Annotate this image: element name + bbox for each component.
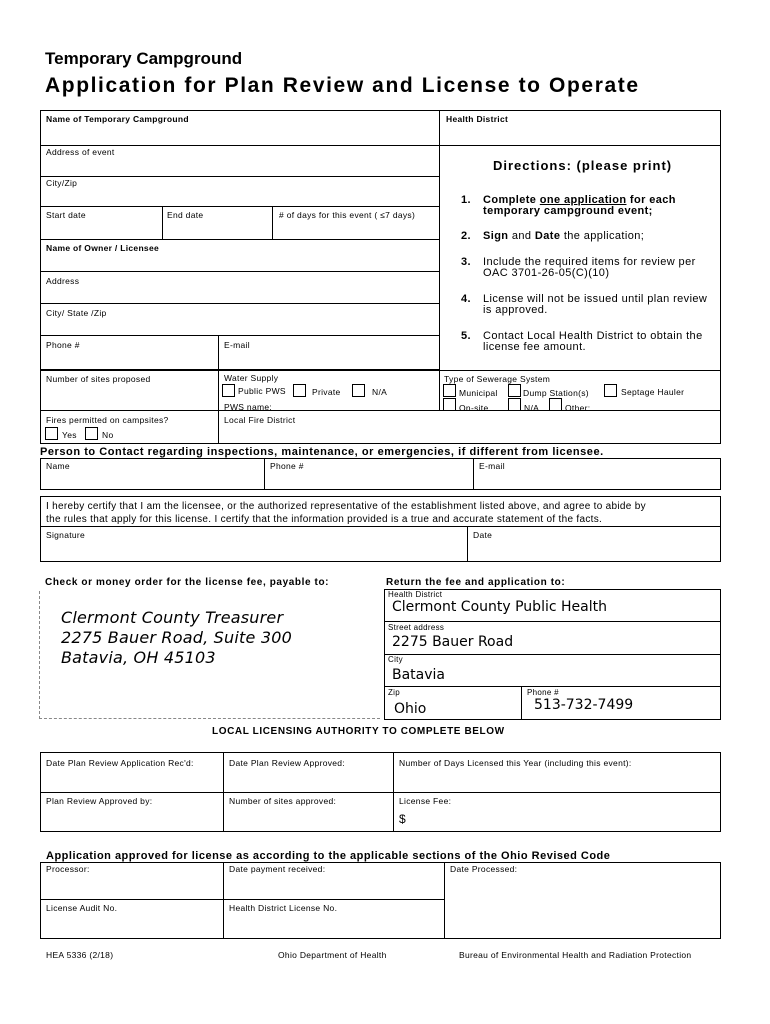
hd-license-label: Health District License No. xyxy=(229,903,338,913)
pws-name-label: PWS name: xyxy=(224,402,273,412)
municipal-checkbox[interactable] xyxy=(443,384,456,397)
num-sites-label: Number of sites proposed xyxy=(46,374,151,384)
num-days-label: # of days for this event ( ≤7 days) xyxy=(279,210,416,220)
payee-line-2: 2275 Bauer Road, Suite 300 xyxy=(61,628,292,647)
septage-hauler-label: Septage Hauler xyxy=(621,387,685,397)
phone-label: Phone # xyxy=(46,340,80,350)
sewerage-label: Type of Sewerage System xyxy=(444,374,551,384)
direction-1-pre: Complete xyxy=(483,194,540,206)
city-zip-field[interactable] xyxy=(40,176,440,207)
city-zip-label: City/Zip xyxy=(46,178,78,188)
public-pws-label: Public PWS xyxy=(238,386,286,396)
direction-2-rest: the application; xyxy=(560,230,645,242)
directions-heading: Directions: (please print) xyxy=(493,158,673,173)
processor-label: Processor: xyxy=(46,864,90,874)
direction-num-4: 4. xyxy=(461,293,471,305)
direction-text-5: Contact Local Health District to obtain the license fee amount. xyxy=(483,330,703,353)
fee-dollar: $ xyxy=(399,812,406,826)
footer-form-number: HEA 5336 (2/18) xyxy=(46,950,114,960)
direction-num-1: 1. xyxy=(461,194,471,206)
direction-1-post: for each temporary campground event; xyxy=(483,194,676,217)
private-label: Private xyxy=(312,387,341,397)
footer-bureau: Bureau of Environmental Health and Radiation Protection xyxy=(459,950,692,960)
fires-no-label: No xyxy=(102,430,114,440)
public-pws-checkbox[interactable] xyxy=(222,384,235,397)
sites-approved-label: Number of sites approved: xyxy=(229,796,337,806)
fire-district-label: Local Fire District xyxy=(224,415,296,425)
direction-num-2: 2. xyxy=(461,230,471,242)
return-street-value: 2275 Bauer Road xyxy=(392,634,514,650)
certify-text-2: the rules that apply for this license. I certify that the information provided is a true and accurate statement of the facts. xyxy=(46,514,603,525)
sewer-na-checkbox[interactable] xyxy=(508,398,521,411)
contact-name-label: Name xyxy=(46,461,70,471)
payment-heading: Check or money order for the license fee, payable to: xyxy=(45,577,330,588)
fires-yes-label: Yes xyxy=(62,430,77,440)
end-date-label: End date xyxy=(167,210,204,220)
septage-hauler-checkbox[interactable] xyxy=(604,384,617,397)
dump-station-label: Dump Station(s) xyxy=(523,388,589,398)
approval-heading: Application approved for license as according to the applicable sections of the Ohio Revised Code xyxy=(46,850,611,862)
local-heading: LOCAL LICENSING AUTHORITY TO COMPLETE BELOW xyxy=(212,726,505,737)
approval-table xyxy=(40,862,721,939)
private-checkbox[interactable] xyxy=(293,384,306,397)
owner-address-field[interactable] xyxy=(40,271,440,304)
return-city-value: Batavia xyxy=(392,667,446,683)
other-label: Other: xyxy=(565,403,591,413)
municipal-label: Municipal xyxy=(459,388,498,398)
return-heading: Return the fee and application to: xyxy=(386,577,566,588)
onsite-checkbox[interactable] xyxy=(443,398,456,411)
return-zip-label: Zip xyxy=(388,688,401,697)
payee-line-3: Batavia, OH 45103 xyxy=(61,648,216,667)
direction-1-underline: one application xyxy=(539,194,627,206)
days-licensed-label: Number of Days Licensed this Year (including this event): xyxy=(399,758,632,768)
return-hd-value: Clermont County Public Health xyxy=(392,599,607,615)
contact-heading: Person to Contact regarding inspections, maintenance, or emergencies, if different from licensee. xyxy=(40,446,604,458)
date-processed-label: Date Processed: xyxy=(450,864,518,874)
payee-line-1: Clermont County Treasurer xyxy=(61,608,284,627)
date-payment-label: Date payment received: xyxy=(229,864,326,874)
sewer-na-label: N/A xyxy=(524,403,540,413)
owner-address-label: Address xyxy=(46,276,80,286)
direction-2-sign: Sign xyxy=(483,230,509,242)
return-hd-label: Health District xyxy=(388,590,443,599)
return-zip-value: Ohio xyxy=(394,701,427,717)
cert-date-label: Date xyxy=(473,530,493,540)
return-street-label: Street address xyxy=(388,623,445,632)
license-fee-label: License Fee: xyxy=(399,796,452,806)
form-subtitle: Temporary Campground xyxy=(45,49,243,68)
email-field[interactable] xyxy=(218,335,440,370)
return-city-label: City xyxy=(388,655,403,664)
footer-department: Ohio Department of Health xyxy=(278,950,387,960)
address-event-label: Address of event xyxy=(46,147,115,157)
direction-2-and: and xyxy=(508,230,535,242)
return-phone-label: Phone # xyxy=(527,688,559,697)
direction-text-4: License will not be issued until plan review is approved. xyxy=(483,293,708,316)
direction-2-date: Date xyxy=(534,230,561,242)
certify-text-1: I hereby certify that I am the licensee, or the authorized representative of the establishment listed above, and agree to abide by xyxy=(46,501,646,512)
fires-no-checkbox[interactable] xyxy=(85,427,98,440)
start-date-label: Start date xyxy=(46,210,86,220)
contact-row xyxy=(40,458,721,490)
dump-station-checkbox[interactable] xyxy=(508,384,521,397)
email-label: E-mail xyxy=(224,340,250,350)
water-na-label: N/A xyxy=(372,387,388,397)
approved-by-label: Plan Review Approved by: xyxy=(46,796,153,806)
form-title: Application for Plan Review and License to Operate xyxy=(45,74,640,97)
return-phone-value: 513-732-7499 xyxy=(534,697,634,713)
direction-num-5: 5. xyxy=(461,330,471,342)
audit-no-label: License Audit No. xyxy=(46,903,118,913)
onsite-label: On-site xyxy=(459,403,489,413)
water-na-checkbox[interactable] xyxy=(352,384,365,397)
fires-yes-checkbox[interactable] xyxy=(45,427,58,440)
owner-name-label: Name of Owner / Licensee xyxy=(46,243,160,253)
signature-label: Signature xyxy=(46,530,86,540)
rec-date-label: Date Plan Review Application Rec'd: xyxy=(46,758,194,768)
other-checkbox[interactable] xyxy=(549,398,562,411)
direction-num-3: 3. xyxy=(461,256,471,268)
approved-date-label: Date Plan Review Approved: xyxy=(229,758,346,768)
owner-city-label: City/ State /Zip xyxy=(46,308,107,318)
campground-name-label: Name of Temporary Campground xyxy=(46,114,189,124)
contact-phone-label: Phone # xyxy=(270,461,304,471)
direction-text-3: Include the required items for review per OAC 3701-26-05(C)(10) xyxy=(483,256,696,279)
water-supply-label: Water Supply xyxy=(224,373,279,383)
contact-email-label: E-mail xyxy=(479,461,505,471)
fires-label: Fires permitted on campsites? xyxy=(46,415,169,425)
health-district-label: Health District xyxy=(446,114,509,124)
